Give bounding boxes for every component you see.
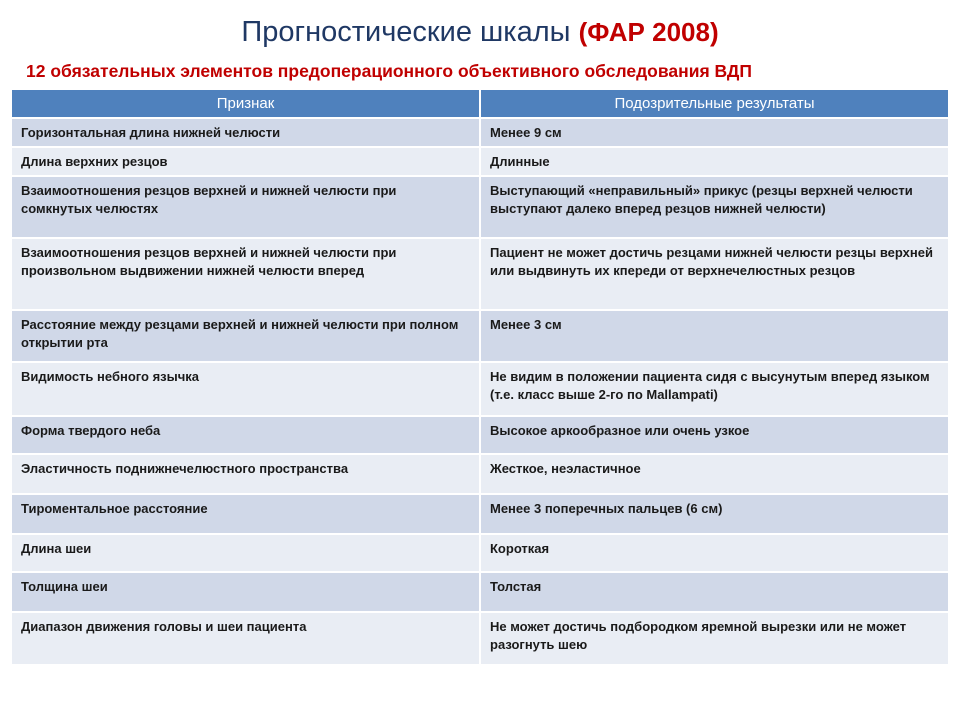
cell-sign: Взаимоотношения резцов верхней и нижней челюсти при произвольном выдвижении нижней челюсти вперед — [12, 238, 480, 310]
header-result: Подозрительные результаты — [480, 90, 948, 118]
cell-sign: Длина верхних резцов — [12, 147, 480, 176]
cell-result: Менее 9 см — [480, 118, 948, 147]
cell-result: Выступающий «неправильный» прикус (резцы верхней челюсти выступают далеко вперед резцов нижней челюсти) — [480, 176, 948, 238]
cell-result: Не может достичь подбородком яремной вырезки или не может разогнуть шею — [480, 612, 948, 664]
table-row — [12, 416, 948, 454]
slide-subtitle: 12 обязательных элементов предоперационного объективного обследования ВДП — [26, 61, 752, 81]
table-header-row — [12, 90, 948, 118]
cell-result: Не видим в положении пациента сидя с высунутым вперед языком (т.е. класс выше 2-го по Mallampati) — [480, 362, 948, 416]
cell-sign: Толщина шеи — [12, 572, 480, 612]
header-sign: Признак — [12, 90, 480, 118]
slide-title — [0, 14, 960, 50]
table-row — [12, 362, 948, 416]
table-row — [12, 534, 948, 572]
table-row — [12, 238, 948, 310]
table-row — [12, 572, 948, 612]
cell-result: Толстая — [480, 572, 948, 612]
cell-result: Менее 3 см — [480, 310, 948, 362]
cell-result: Короткая — [480, 534, 948, 572]
title-year: (ФАР 2008) — [578, 17, 719, 47]
cell-result: Пациент не может достичь резцами нижней челюсти резцы верхней или выдвинуть их кпереди от верхнечелюстных резцов — [480, 238, 948, 310]
cell-sign: Горизонтальная длина нижней челюсти — [12, 118, 480, 147]
cell-sign: Тироментальное расстояние — [12, 494, 480, 534]
cell-sign: Форма твердого неба — [12, 416, 480, 454]
cell-result: Длинные — [480, 147, 948, 176]
cell-sign: Видимость небного язычка — [12, 362, 480, 416]
table-row — [12, 176, 948, 238]
table-row — [12, 310, 948, 362]
signs-table — [12, 90, 948, 664]
cell-sign: Расстояние между резцами верхней и нижней челюсти при полном открытии рта — [12, 310, 480, 362]
table-row — [12, 147, 948, 176]
cell-result: Жесткое, неэластичное — [480, 454, 948, 494]
cell-sign: Эластичность поднижнечелюстного пространства — [12, 454, 480, 494]
cell-result: Менее 3 поперечных пальцев (6 см) — [480, 494, 948, 534]
cell-sign: Длина шеи — [12, 534, 480, 572]
table-row — [12, 494, 948, 534]
cell-sign: Диапазон движения головы и шеи пациента — [12, 612, 480, 664]
table-row — [12, 454, 948, 494]
cell-sign: Взаимоотношения резцов верхней и нижней челюсти при сомкнутых челюстях — [12, 176, 480, 238]
title-main: Прогностические шкалы — [241, 16, 571, 48]
table-row — [12, 118, 948, 147]
cell-result: Высокое аркообразное или очень узкое — [480, 416, 948, 454]
table-row — [12, 612, 948, 664]
